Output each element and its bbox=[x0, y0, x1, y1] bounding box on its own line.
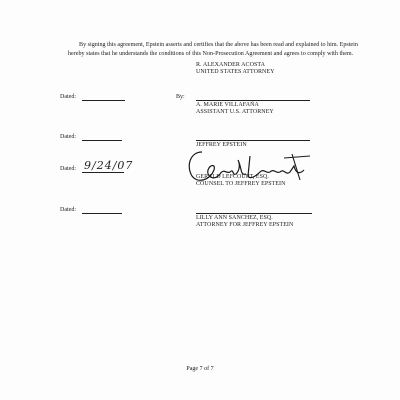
signer-name-2: JEFFREY EPSTEIN bbox=[196, 142, 247, 148]
dated-label-1: Dated: bbox=[60, 94, 76, 100]
signature-line-4 bbox=[196, 213, 312, 214]
page-number: Page 7 of 7 bbox=[186, 366, 214, 372]
date-line-3 bbox=[82, 172, 124, 173]
date-line-4 bbox=[82, 213, 122, 214]
us-attorney-name: R. ALEXANDER ACOSTA bbox=[196, 62, 265, 68]
signer-name-1: A. MARIE VILLAFAÑA bbox=[196, 102, 259, 108]
dated-label-3: Dated: bbox=[60, 166, 76, 172]
signature-line-1 bbox=[196, 100, 310, 101]
signer-title-1: ASSISTANT U.S. ATTORNEY bbox=[196, 109, 274, 115]
signer-name-3: GERALD LEFCOURT, ESQ. bbox=[196, 174, 269, 180]
signature-line-2 bbox=[196, 140, 310, 141]
signer-title-3: COUNSEL TO JEFFREY EPSTEIN bbox=[196, 181, 286, 187]
dated-label-4: Dated: bbox=[60, 207, 76, 213]
signer-title-4: ATTORNEY FOR JEFFREY EPSTEIN bbox=[196, 222, 294, 228]
date-line-1 bbox=[82, 100, 125, 101]
date-line-2 bbox=[82, 140, 122, 141]
by-label: By: bbox=[176, 94, 185, 100]
signer-name-4: LILLY ANN SANCHEZ, ESQ. bbox=[196, 215, 273, 221]
us-attorney-title: UNITED STATES ATTORNEY bbox=[196, 69, 275, 75]
dated-label-2: Dated: bbox=[60, 134, 76, 140]
handwritten-date: 9/24/07 bbox=[84, 159, 134, 172]
certification-paragraph: By signing this agreement, Epstein asserts and certifies that the above has been read and explained to him. Epstein hereby states that he understands the conditions of this Non-Prosecution Agreement and agrees to comply with them. bbox=[68, 42, 358, 57]
